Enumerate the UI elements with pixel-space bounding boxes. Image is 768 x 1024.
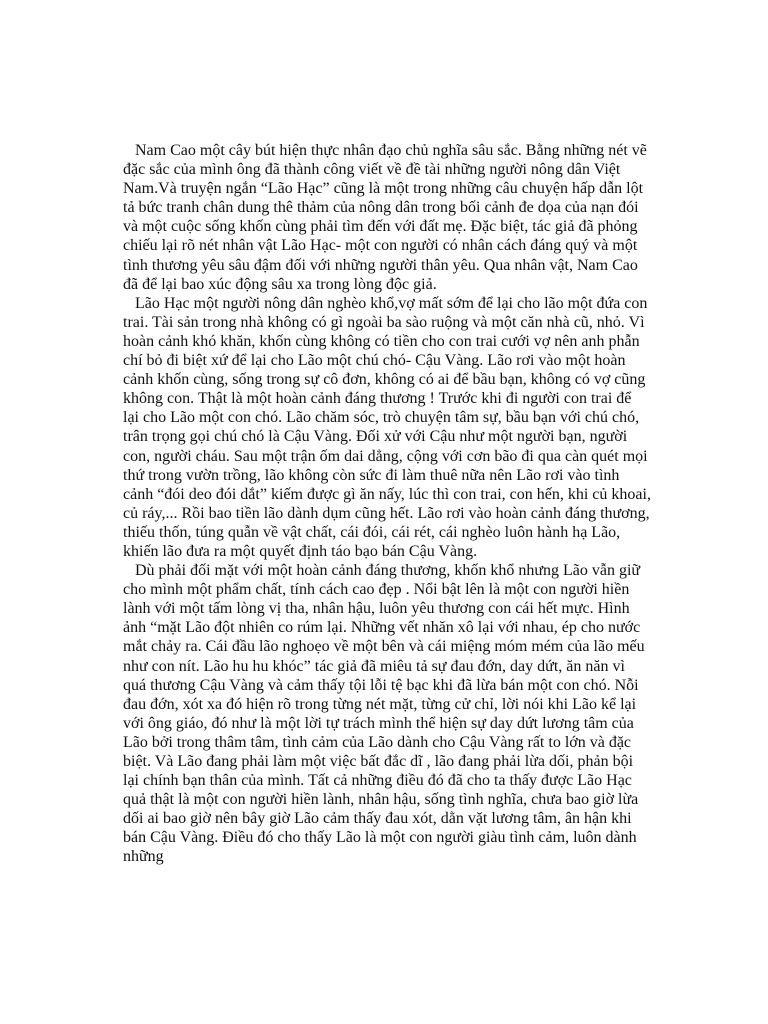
paragraph-circumstances: Lão Hạc một người nông dân nghèo khổ,vợ mất sớm để lại cho lão một đứa con trai. Tài sản trong nhà không có gì ngoài ba sào ruộng và một căn nhà cũ, nhỏ. Vì hoàn cảnh khó khăn, khốn cùng không có tiền cho con trai cưới vợ nên anh phẫn chí bỏ đi biệt xứ để lại cho Lão một chú chó- Cậu Vàng. Lão rơi vào một hoàn cảnh khốn cùng, sống trong sự cô đơn, không có ai để bầu bạn, không có vợ cũng không con. Thật là một hoàn cảnh đáng thương ! Trước khi đi người con trai để lại cho Lão một con chó. Lão chăm sóc, trò chuyện tâm sự, bầu bạn với chú chó, trân trọng gọi chú chó là Cậu Vàng. Đối xử với Cậu như một người bạn, người con, người cháu. Sau một trận ốm dai dẳng, cộng với cơn bão đi qua càn quét mọi thứ trong vườn trồng, lão không còn sức đi làm thuê nữa nên Lão rơi vào tình cảnh “đói deo đói dắt” kiếm được gì ăn nấy, lúc thì con trai, con hến, khi củ khoai, củ ráy,... Rồi bao tiền lão dành dụm cũng hết. Lão rơi vào hoàn cảnh đáng thương, thiếu thốn, túng quẫn về vật chất, cái đói, cái rét, cái nghèo luôn hành hạ Lão, khiến lão đưa ra một quyết định táo bạo bán Cậu Vàng. xyxy=(123,294,651,560)
paragraph-intro: Nam Cao một cây bút hiện thực nhân đạo chủ nghĩa sâu sắc. Bằng những nét vẽ đặc sắc của mình ông đã thành công viết về đề tài những người nông dân Việt Nam.Và truyện ngắn “Lão Hạc” cũng là một trong những câu chuyện hấp dẫn lột tả bức tranh chân dung thê thảm của nông dân trong bối cảnh đe dọa của nạn đói và một cuộc sống khốn cùng phải tìm đến với đất mẹ. Đặc biệt, tác giả đã phỏng chiếu lại rõ nét nhân vật Lão Hạc- một con người có nhân cách đáng quý và một tình thương yêu sâu đậm đối với những người thân yêu. Qua nhân vật, Nam Cao đã để lại bao xúc động sâu xa trong lòng độc giả. xyxy=(123,142,647,293)
paragraph-character: Dù phải đối mặt với một hoàn cảnh đáng thương, khốn khổ nhưng Lão vẫn giữ cho mình một phẩm chất, tính cách cao đẹp . Nổi bật lên là một con người hiền lành với một tấm lòng vị tha, nhân hậu, luôn yêu thương con cái hết mực. Hình ảnh “mặt Lão đột nhiên co rúm lại. Những vết nhăn xô lại với nhau, ép cho nước mắt chảy ra. Cái đầu lão nghoẹo về một bên và cái miệng móm mém của lão mếu như con nít. Lão hu hu khóc” tác giả đã miêu tả sự đau đớn, day dứt, ăn năn vì quá thương Cậu Vàng và cảm thấy tội lỗi tệ bạc khi đã lừa bán một con chó. Nỗi đau đớn, xót xa đó hiện rõ trong từng nét mặt, từng cử chỉ, lời nói khi Lão kể lại với ông giáo, đó như là một lời tự trách mình thể hiện sự day dứt lương tâm của Lão bởi trong thâm tâm, tình cảm của Lão dành cho Cậu Vàng rất to lớn và đặc biệt. Và Lão đang phải làm một việc bất đắc dĩ , lão đang phải lừa dối, phản bội lại chính bạn thân của mình. Tất cả những điều đó đã cho ta thấy được Lão Hạc quả thật là một con người hiền lành, nhân hậu, sống tình nghĩa, chưa bao giờ lừa dối ai bao giờ nên bây giờ Lão cảm thấy đau xót, dằn vặt lương tâm, ân hận khi bán Cậu Vàng. Điều đó cho thấy Lão là một con người giàu tình cảm, luôn dành những xyxy=(123,562,645,866)
document-page xyxy=(123,141,651,867)
